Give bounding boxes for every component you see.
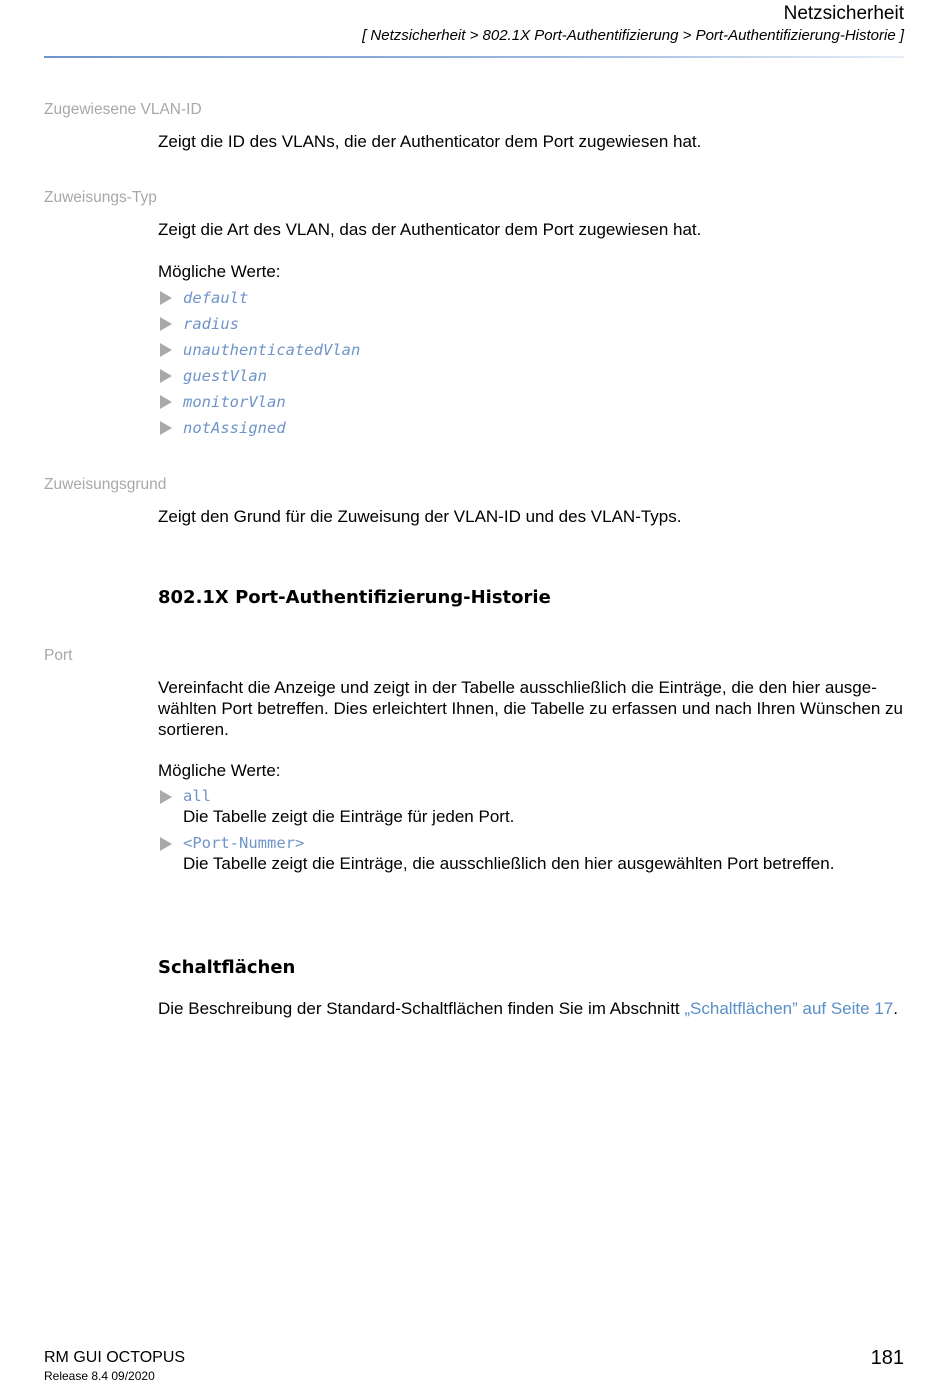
param-label-assign-reason: Zuweisungsgrund <box>44 476 167 493</box>
triangle-bullet-icon <box>160 395 172 409</box>
list-item <box>158 417 360 443</box>
triangle-bullet-icon <box>160 317 172 331</box>
value-list-assign-type <box>158 287 360 443</box>
triangle-bullet-icon <box>160 369 172 383</box>
value-code: guestVlan <box>183 367 267 385</box>
value-list-port <box>158 786 903 880</box>
list-item <box>158 391 360 417</box>
param-desc-assign-reason: Zeigt den Grund für die Zuweisung der VLAN-ID und des VLAN-Typs. <box>158 507 682 526</box>
reference-link[interactable]: „Schaltflächen” auf Seite 17 <box>684 999 894 1018</box>
triangle-bullet-icon <box>160 343 172 357</box>
param-label-assign-type: Zuweisungs-Typ <box>44 189 157 206</box>
footer-release: Release 8.4 09/2020 <box>44 1369 155 1383</box>
reference-text: Die Beschreibung der Standard-Schaltflächen finden Sie im Abschnitt <box>158 999 685 1018</box>
breadcrumb: [ Netzsicherheit > 802.1X Port-Authentifizierung > Port-Authentifizierung-Historie ] <box>362 27 904 44</box>
footer-document-name: RM GUI OCTOPUS <box>44 1349 186 1366</box>
list-item <box>158 365 360 391</box>
param-desc-vlan-id: Zeigt die ID des VLANs, die der Authenticator dem Port zugewiesen hat. <box>158 132 702 151</box>
value-code: default <box>183 289 249 307</box>
list-item <box>158 313 360 339</box>
param-label-port: Port <box>44 647 73 664</box>
value-code: radius <box>183 315 239 333</box>
value-code: all <box>183 787 211 805</box>
value-code: monitorVlan <box>183 393 286 411</box>
section-heading-history: 802.1X Port-Authentifizierung-Historie <box>158 587 551 608</box>
triangle-bullet-icon <box>160 421 172 435</box>
values-intro-assign-type: Mögliche Werte: <box>158 262 281 281</box>
triangle-bullet-icon <box>160 291 172 305</box>
buttons-reference-text <box>158 998 903 1019</box>
value-code: <Port-Nummer> <box>183 834 305 852</box>
page-number: 181 <box>870 1347 904 1369</box>
value-code: notAssigned <box>183 419 286 437</box>
list-item <box>158 786 903 827</box>
triangle-bullet-icon <box>160 790 172 804</box>
value-description: Die Tabelle zeigt die Einträge für jeden Port. <box>183 807 515 826</box>
param-desc-assign-type: Zeigt die Art des VLAN, das der Authenticator dem Port zugewiesen hat. <box>158 220 702 239</box>
values-intro-port: Mögliche Werte: <box>158 761 281 780</box>
reference-text-end: . <box>893 999 898 1018</box>
header-divider <box>44 56 904 58</box>
param-desc-port: Vereinfacht die Anzeige und zeigt in der Tabelle ausschließlich die Einträge, die den hier ausge-wählten Port betreffen. Dies erleichtert Ihnen, die Tabelle zu erfassen und nach Ihren Wünschen zu sortieren. <box>158 678 903 739</box>
header-chapter-title: Netzsicherheit <box>783 3 904 24</box>
param-label-vlan-id: Zugewiesene VLAN-ID <box>44 101 202 118</box>
triangle-bullet-icon <box>160 837 172 851</box>
list-item <box>158 339 360 365</box>
value-code: unauthenticatedVlan <box>183 341 361 359</box>
list-item <box>158 833 903 874</box>
section-heading-buttons: Schaltflächen <box>158 957 296 978</box>
value-description: Die Tabelle zeigt die Einträge, die ausschließlich den hier ausgewählten Port betreffen. <box>183 854 835 873</box>
list-item <box>158 287 360 313</box>
